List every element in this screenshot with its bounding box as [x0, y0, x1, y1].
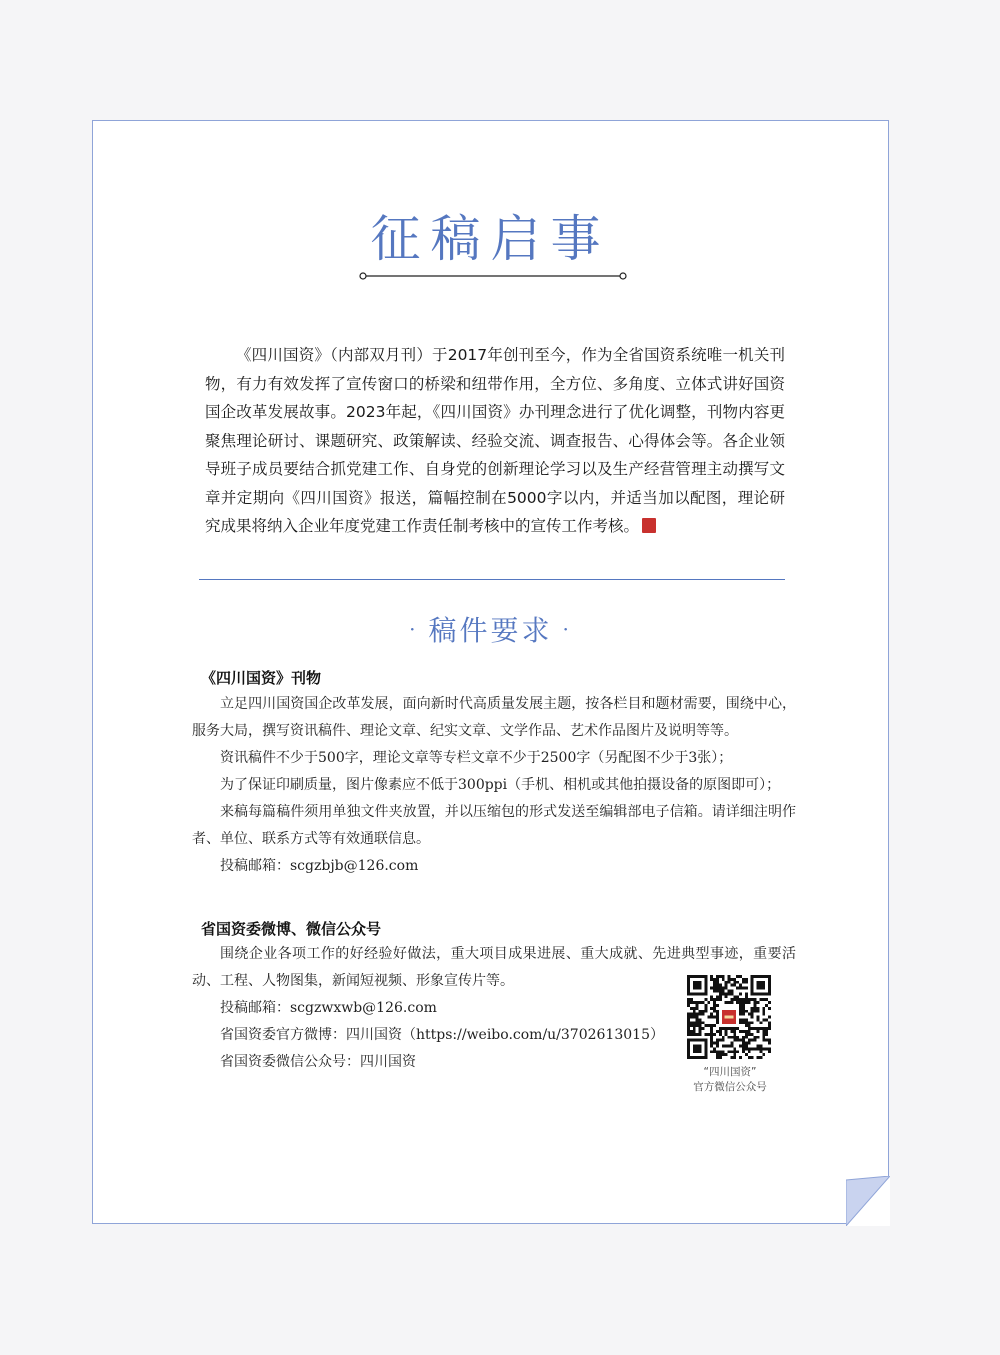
title-underline-ornament [359, 271, 627, 281]
social-weibo: 省国资委官方微博：四川国资（https://weibo.com/u/3702613015） [220, 1027, 664, 1043]
qr-caption [660, 1065, 800, 1095]
magazine-email: 投稿邮箱：scgzbjb@126.com [220, 858, 419, 874]
qr-caption-line1: “四川国资” [703, 1066, 757, 1078]
magazine-paragraph: 为了保证印刷质量，图片像素应不低于300ppi（手机、相机或其他拍摄设备的原图即可）； [220, 777, 781, 793]
intro-text: 《四川国资》（内部双月刊）于2017年创刊至今，作为全省国资系统唯一机关刊物，有力有效发挥了宣传窗口的桥梁和纽带作用，全方位、多角度、立体式讲好国资国企改革发展故事。2023年起，《四川国资》办刊理念进行了优化调整，刊物内容更聚焦理论研讨、课题研究、政策解读、经验交流、调查报告、心得体会等。各企业领导班子成员要结合抓党建工作、自身党的创新理论学习以及生产经营管理主动撰写文章并定期向《四川国资》报送，篇幅控制在5000字以内，并适当加以配图，理论研究成果将纳入企业年度党建工作责任制考核中的宣传工作考核。 [205, 346, 785, 535]
social-paragraph: 围绕企业各项工作的好经验好做法，重大项目成果进展、重大成就、先进典型事迹，重要活动、工程、人物图集，新闻短视频、形象宣传片等。 [192, 946, 796, 989]
social-heading: 省国资委微博、微信公众号 [201, 920, 382, 938]
page-title: 征稿启事 [370, 210, 611, 268]
social-wechat: 省国资委微信公众号：四川国资 [220, 1054, 416, 1070]
intro-paragraph [205, 341, 785, 541]
heading-dot-right: · [562, 617, 572, 641]
section-divider [199, 579, 785, 580]
red-seal-icon [642, 518, 656, 533]
page-fold-corner [846, 1176, 890, 1226]
magazine-paragraph: 来稿每篇稿件须用单独文件夹放置，并以压缩包的形式发送至编辑部电子信箱。请详细注明作者、单位、联系方式等有效通联信息。 [192, 804, 796, 847]
section-heading-text: 稿件要求 [428, 614, 553, 647]
magazine-requirements [192, 691, 796, 880]
document-page [92, 120, 889, 1224]
qr-caption-line2: 官方微信公众号 [693, 1081, 767, 1093]
section-heading [93, 609, 888, 651]
qr-code [687, 975, 771, 1059]
heading-dot-left: · [409, 617, 419, 641]
magazine-paragraph: 立足四川国资国企改革发展，面向新时代高质量发展主题，按各栏目和题材需要，围绕中心，服务大局，撰写资讯稿件、理论文章、纪实文章、文学作品、艺术作品图片及说明等等。 [192, 696, 796, 739]
magazine-heading: 《四川国资》刊物 [201, 669, 322, 687]
magazine-paragraph: 资讯稿件不少于500字，理论文章等专栏文章不少于2500字（另配图不少于3张）； [220, 750, 733, 766]
social-email: 投稿邮箱：scgzwxwb@126.com [220, 1000, 437, 1016]
